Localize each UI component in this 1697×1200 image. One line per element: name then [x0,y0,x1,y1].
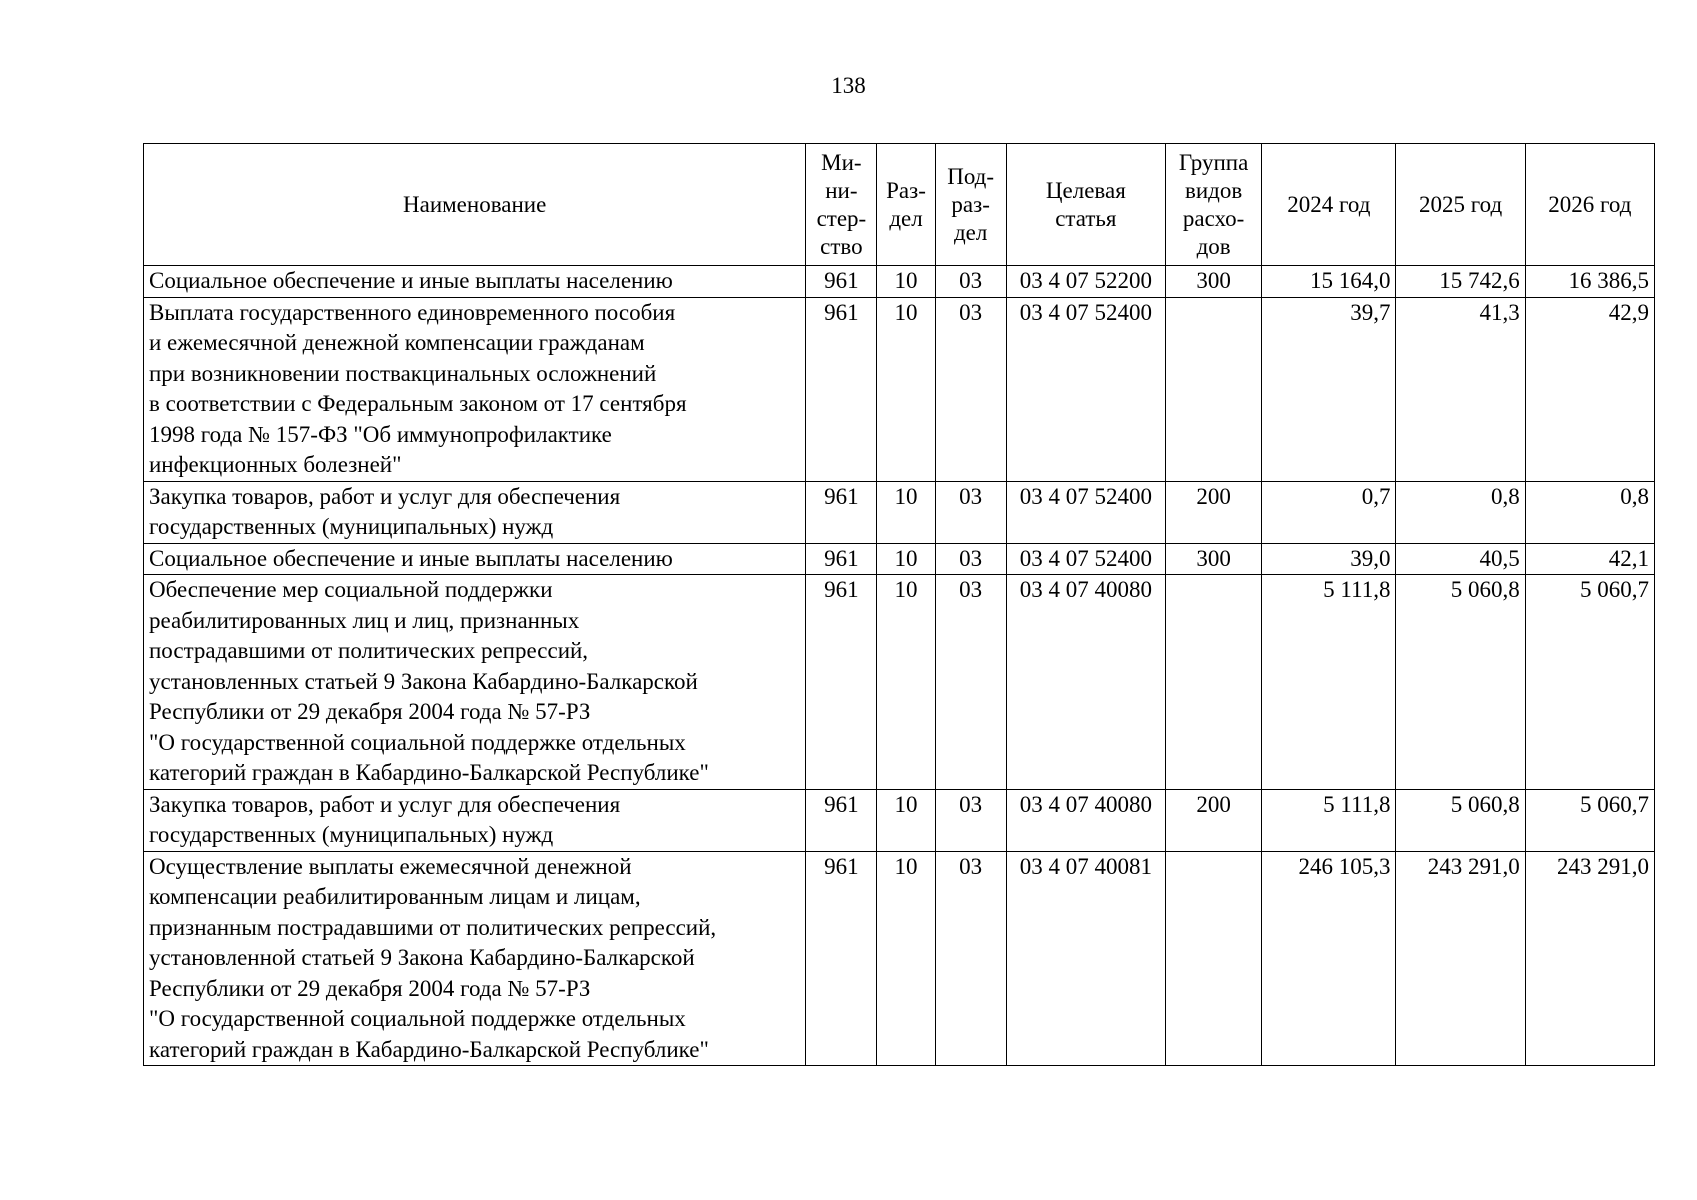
table-row [144,297,1655,481]
header-row [144,144,1655,266]
row-expense-group: 200 [1166,481,1262,543]
row-target-article: 03 4 07 52400 [1006,543,1165,575]
row-2024: 15 164,0 [1262,266,1396,298]
row-ministry: 961 [806,297,877,481]
row-2024: 246 105,3 [1262,851,1396,1066]
table-header [144,144,1655,266]
row-2026: 5 060,7 [1525,575,1654,790]
row-2024: 5 111,8 [1262,575,1396,790]
row-2024: 5 111,8 [1262,789,1396,851]
row-name: Социальное обеспечение и иные выплаты населению [144,266,806,298]
row-name: Закупка товаров, работ и услуг для обеспечения государственных (муниципальных) нужд [144,789,806,851]
row-subsection: 03 [935,575,1006,790]
row-name: Обеспечение мер социальной поддержки реабилитированных лиц и лиц, признанных пострадавшими от политических репрессий, установленных статьей 9 Закона Кабардино-Балкарской Республики от 29 декабря 2004 года № 57-РЗ "О государственной социальной поддержке отдельных категорий граждан в Кабардино-Балкарской Республике" [144,575,806,790]
row-target-article: 03 4 07 40080 [1006,575,1165,790]
row-subsection: 03 [935,266,1006,298]
header-ministry: Ми- ни- стер- ство [806,144,877,266]
row-section: 10 [877,543,935,575]
row-2026: 5 060,7 [1525,789,1654,851]
row-2026: 0,8 [1525,481,1654,543]
row-section: 10 [877,789,935,851]
row-2026: 16 386,5 [1525,266,1654,298]
row-subsection: 03 [935,297,1006,481]
row-2025: 15 742,6 [1396,266,1525,298]
row-2025: 5 060,8 [1396,575,1525,790]
header-name: Наименование [144,144,806,266]
row-section: 10 [877,266,935,298]
row-target-article: 03 4 07 40081 [1006,851,1165,1066]
table-row [144,575,1655,790]
row-expense-group: 200 [1166,789,1262,851]
row-ministry: 961 [806,851,877,1066]
table-row [144,266,1655,298]
header-2025: 2025 год [1396,144,1525,266]
row-2025: 41,3 [1396,297,1525,481]
row-expense-group: 300 [1166,266,1262,298]
table-row [144,789,1655,851]
row-target-article: 03 4 07 52400 [1006,481,1165,543]
row-subsection: 03 [935,481,1006,543]
row-target-article: 03 4 07 40080 [1006,789,1165,851]
row-section: 10 [877,851,935,1066]
row-expense-group [1166,575,1262,790]
row-ministry: 961 [806,543,877,575]
table-row [144,543,1655,575]
row-2026: 243 291,0 [1525,851,1654,1066]
row-name: Закупка товаров, работ и услуг для обеспечения государственных (муниципальных) нужд [144,481,806,543]
row-section: 10 [877,575,935,790]
row-target-article: 03 4 07 52400 [1006,297,1165,481]
row-subsection: 03 [935,543,1006,575]
header-section: Раз- дел [877,144,935,266]
row-2026: 42,9 [1525,297,1654,481]
header-2024: 2024 год [1262,144,1396,266]
row-expense-group [1166,297,1262,481]
page-number: 138 [831,73,866,98]
table-row [144,481,1655,543]
row-expense-group: 300 [1166,543,1262,575]
row-2025: 0,8 [1396,481,1525,543]
row-2026: 42,1 [1525,543,1654,575]
row-2024: 0,7 [1262,481,1396,543]
row-ministry: 961 [806,481,877,543]
row-name: Выплата государственного единовременного пособия и ежемесячной денежной компенсации гражданам при возникновении поствакцинальных осложнений в соответствии с Федеральным законом от 17 сентября 1998 года № 157-ФЗ "Об иммунопрофилактике инфекционных болезней" [144,297,806,481]
row-2024: 39,7 [1262,297,1396,481]
header-2026: 2026 год [1525,144,1654,266]
row-section: 10 [877,297,935,481]
row-2025: 40,5 [1396,543,1525,575]
table-row [144,851,1655,1066]
row-2024: 39,0 [1262,543,1396,575]
row-ministry: 961 [806,789,877,851]
row-2025: 243 291,0 [1396,851,1525,1066]
table-body [144,266,1655,1066]
row-name: Осуществление выплаты ежемесячной денежной компенсации реабилитированным лицам и лицам, признанным пострадавшими от политических репрессий, установленной статьей 9 Закона Кабардино-Балкарской Республики от 29 декабря 2004 года № 57-РЗ "О государственной социальной поддержке отдельных категорий граждан в Кабардино-Балкарской Республике" [144,851,806,1066]
row-subsection: 03 [935,851,1006,1066]
header-target-article: Целевая статья [1006,144,1165,266]
row-ministry: 961 [806,266,877,298]
row-ministry: 961 [806,575,877,790]
row-expense-group [1166,851,1262,1066]
row-section: 10 [877,481,935,543]
budget-table [143,143,1655,1066]
row-name: Социальное обеспечение и иные выплаты населению [144,543,806,575]
row-target-article: 03 4 07 52200 [1006,266,1165,298]
header-expense-group: Группа видов расхо- дов [1166,144,1262,266]
header-subsection: Под- раз- дел [935,144,1006,266]
row-2025: 5 060,8 [1396,789,1525,851]
row-subsection: 03 [935,789,1006,851]
